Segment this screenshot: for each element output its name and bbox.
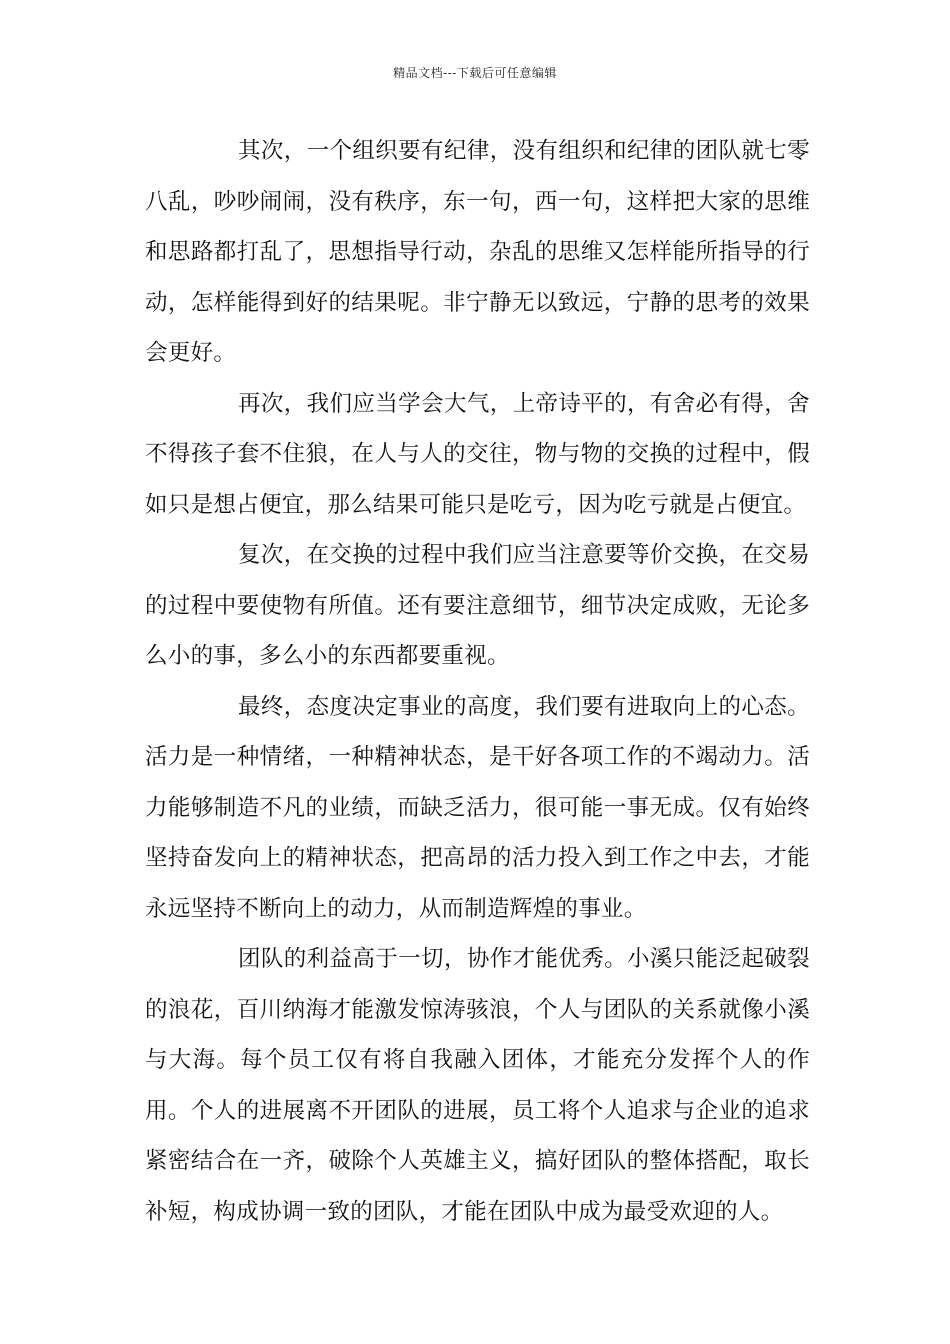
paragraph-3: 复次，在交换的过程中我们应当注意要等价交换，在交易的过程中要使物有所值。还有要注意细节，细节决定成败，无论多么小的事，多么小的东西都要重视。 [145,542,810,669]
paragraph-1: 其次，一个组织要有纪律，没有组织和纪律的团队就七零八乱，吵吵闹闹，没有秩序，东一句，西一句，这样把大家的思维和思路都打乱了，思想指导行动，杂乱的思维又怎样能所指导的行动，怎样能得到好的结果呢。非宁静无以致远，宁静的思考的效果会更好。 [145,138,810,366]
paragraph-2: 再次，我们应当学会大气，上帝诗平的，有舍必有得，舍不得孩子套不住狼，在人与人的交往，物与物的交换的过程中，假如只是想占便宜，那么结果可能只是吃亏，因为吃亏就是占便宜。 [145,390,810,518]
paragraph-4: 最终，态度决定事业的高度，我们要有进取向上的心态。活力是一种情绪，一种精神状态，是干好各项工作的不竭动力。活力能够制造不凡的业绩，而缺乏活力，很可能一事无成。仅有始终坚持奋发向上的精神状态，把高昂的活力投入到工作之中去，才能永远坚持不断向上的动力，从而制造辉煌的事业。 [145,693,810,922]
document-body [145,126,810,1237]
paragraph-5: 团队的利益高于一切，协作才能优秀。小溪只能泛起破裂的浪花，百川纳海才能激发惊涛骇浪，个人与团队的关系就像小溪与大海。每个员工仅有将自我融入团体，才能充分发挥个人的作用。个人的进展离不开团队的进展，员工将个人追求与企业的追求紧密结合在一齐，破除个人英雄主义，搞好团队的整体搭配，取长补短，构成协调一致的团队，才能在团队中成为最受欢迎的人。 [145,946,810,1225]
page-header: 精品文档---下载后可任意编辑 [393,66,557,80]
